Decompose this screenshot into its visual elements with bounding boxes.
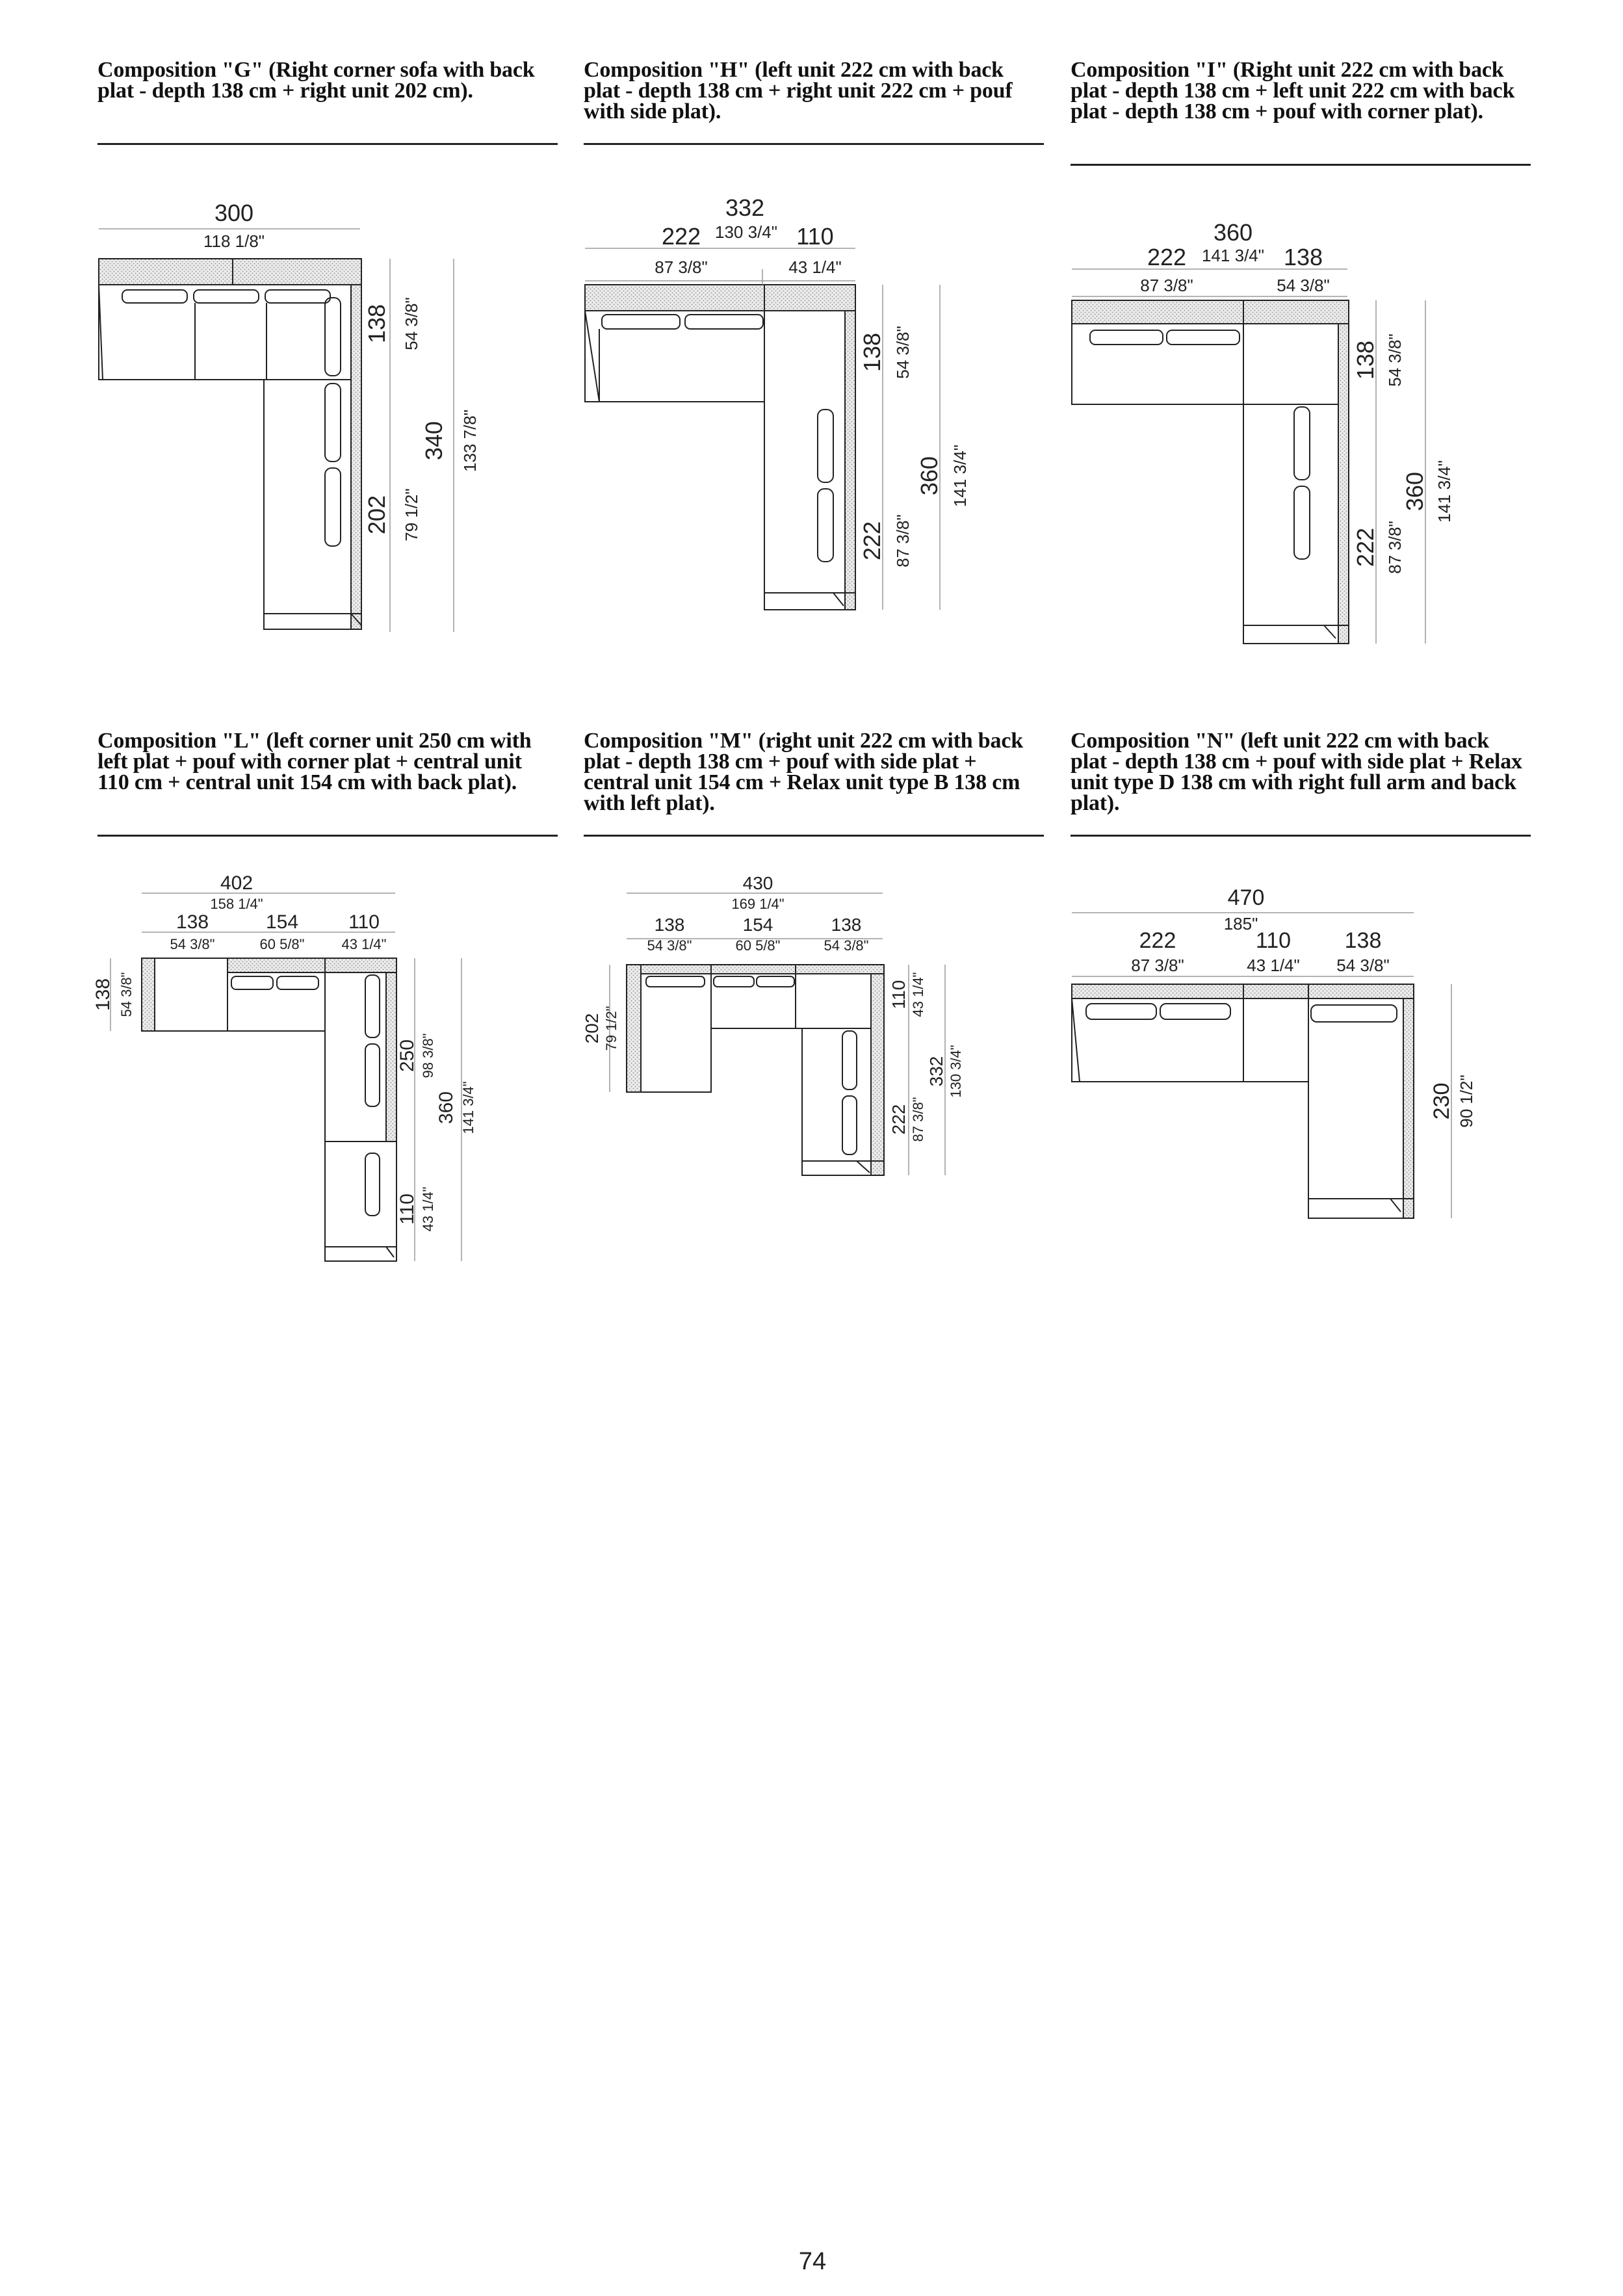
composition-l-panel (92, 729, 558, 1232)
i-dim-222v-in: 87 3/8" (1385, 521, 1405, 574)
h-dim-222v: 222 (859, 521, 885, 561)
g-dim-202-in: 79 1/2" (402, 488, 421, 541)
m-dim-332: 332 (926, 1056, 946, 1087)
i-dim-138: 138 (1283, 244, 1323, 270)
l-dim-total-in: 158 1/4" (210, 896, 263, 912)
composition-g-rule (97, 143, 558, 145)
composition-i-caption: Composition "I" (Right unit 222 cm with back plat - depth 138 cm + left unit 222 cm with back plat - depth 138 cm + pouf with corner plat). (1071, 58, 1515, 124)
n-dim-138-in: 54 3/8" (1336, 956, 1390, 975)
m-dim-222: 222 (889, 1104, 909, 1135)
composition-m-caption: Composition "M" (right unit 222 cm with back plat - depth 138 cm + pouf with side plat + central unit 154 cm + Relax unit type B 138 cm with left plat). (584, 729, 1023, 815)
g-dim-202: 202 (363, 495, 390, 535)
m-dim-138a-in: 54 3/8" (647, 937, 692, 954)
i-dim-138v-in: 54 3/8" (1385, 333, 1405, 387)
g-dim-total-in: 118 1/8" (203, 231, 265, 251)
composition-g-drawing (97, 177, 558, 684)
composition-n-rule (1071, 835, 1531, 837)
h-dim-222-in: 87 3/8" (655, 257, 708, 277)
l-dim-250-in: 98 3/8" (420, 1033, 436, 1078)
g-dim-138-in: 54 3/8" (402, 297, 421, 350)
h-dim-222v-in: 87 3/8" (893, 514, 913, 567)
composition-m-rule (584, 835, 1044, 837)
l-dim-250: 250 (396, 1039, 418, 1073)
h-dim-138-in: 54 3/8" (893, 326, 913, 379)
l-dim-154: 154 (265, 911, 299, 933)
l-dim-110-in: 43 1/4" (341, 936, 387, 952)
composition-l-rule (97, 835, 558, 837)
l-dim-138: 138 (175, 911, 209, 933)
composition-g-panel (97, 58, 558, 541)
i-dim-222: 222 (1147, 244, 1187, 270)
page-number: 74 (798, 2248, 827, 2275)
n-dim-230-in: 90 1/2" (1457, 1075, 1476, 1128)
composition-l-drawing (92, 867, 558, 1296)
m-dim-222-in: 87 3/8" (910, 1097, 926, 1142)
i-dim-total-in: 141 3/4" (1202, 246, 1264, 265)
l-dim-110v: 110 (396, 1194, 418, 1225)
n-dim-110-in: 43 1/4" (1247, 956, 1300, 975)
l-dim-total: 402 (220, 872, 253, 894)
l-dim-138-in: 54 3/8" (170, 936, 215, 952)
m-dim-202-in: 79 1/2" (603, 1006, 619, 1051)
l-dim-360: 360 (435, 1091, 457, 1125)
composition-h-rule (584, 143, 1044, 145)
g-dim-total: 300 (214, 200, 254, 226)
composition-n-drawing (1071, 867, 1531, 1296)
l-dim-360-in: 141 3/4" (460, 1081, 476, 1134)
composition-i-drawing (1071, 177, 1531, 684)
l-dim-110: 110 (348, 911, 380, 933)
n-dim-total-in: 185" (1223, 914, 1258, 933)
composition-n-caption: Composition "N" (left unit 222 cm with back plat - depth 138 cm + pouf with side plat + Relax unit type D 138 cm with right full arm and back plat). (1071, 729, 1522, 815)
n-dim-222: 222 (1139, 928, 1176, 953)
composition-i-panel (1071, 58, 1531, 574)
m-dim-138b: 138 (831, 915, 862, 935)
composition-i-rule (1071, 164, 1531, 166)
i-dim-total: 360 (1213, 219, 1253, 246)
i-dim-222-in: 87 3/8" (1140, 276, 1193, 295)
n-dim-138: 138 (1344, 928, 1382, 953)
m-dim-110-in: 43 1/4" (910, 972, 926, 1017)
n-dim-110: 110 (1255, 928, 1292, 953)
h-dim-110-in: 43 1/4" (788, 257, 842, 277)
composition-m-drawing (584, 867, 1044, 1296)
composition-g-caption: Composition "G" (Right corner sofa with back plat - depth 138 cm + right unit 202 cm). (97, 58, 535, 103)
composition-l-caption: Composition "L" (left corner unit 250 cm with left plat + pouf with corner plat + central unit 110 cm + central unit 154 cm with back plat). (97, 729, 532, 794)
n-dim-total: 470 (1227, 885, 1265, 910)
h-dim-138: 138 (859, 332, 885, 372)
h-dim-total: 332 (725, 194, 765, 221)
i-dim-360: 360 (1401, 471, 1428, 512)
h-dim-222: 222 (661, 223, 701, 250)
l-dim-110v-in: 43 1/4" (420, 1186, 436, 1232)
i-dim-222v: 222 (1352, 527, 1379, 567)
composition-h-panel (584, 58, 1044, 567)
n-dim-230: 230 (1429, 1082, 1454, 1120)
m-dim-154-in: 60 5/8" (735, 937, 781, 954)
h-dim-360: 360 (916, 456, 942, 496)
l-dim-154-in: 60 5/8" (259, 936, 305, 952)
h-dim-360-in: 141 3/4" (950, 445, 970, 507)
g-dim-340: 340 (421, 421, 447, 461)
i-dim-138-in: 54 3/8" (1277, 276, 1330, 295)
n-dim-222-in: 87 3/8" (1131, 956, 1184, 975)
composition-h-caption: Composition "H" (left unit 222 cm with back plat - depth 138 cm + right unit 222 cm + pouf with side plat). (584, 58, 1013, 124)
m-dim-138a: 138 (654, 915, 685, 935)
m-dim-138b-in: 54 3/8" (824, 937, 869, 954)
h-dim-total-in: 130 3/4" (715, 222, 777, 242)
m-dim-202: 202 (582, 1013, 602, 1044)
i-dim-360-in: 141 3/4" (1435, 460, 1454, 523)
composition-h-drawing (584, 177, 1044, 684)
l-dim-138v-in: 54 3/8" (118, 972, 135, 1017)
composition-n-panel (1071, 729, 1531, 1128)
m-dim-total: 430 (742, 873, 773, 893)
m-dim-110: 110 (889, 980, 909, 1010)
composition-m-panel (582, 729, 1044, 1142)
g-dim-340-in: 133 7/8" (460, 410, 480, 472)
m-dim-332-in: 130 3/4" (948, 1045, 964, 1098)
l-dim-138v: 138 (92, 978, 114, 1011)
m-dim-total-in: 169 1/4" (731, 896, 785, 912)
m-dim-154: 154 (742, 915, 773, 935)
g-dim-138: 138 (363, 304, 390, 344)
i-dim-138v: 138 (1352, 340, 1379, 380)
h-dim-110: 110 (796, 223, 834, 250)
